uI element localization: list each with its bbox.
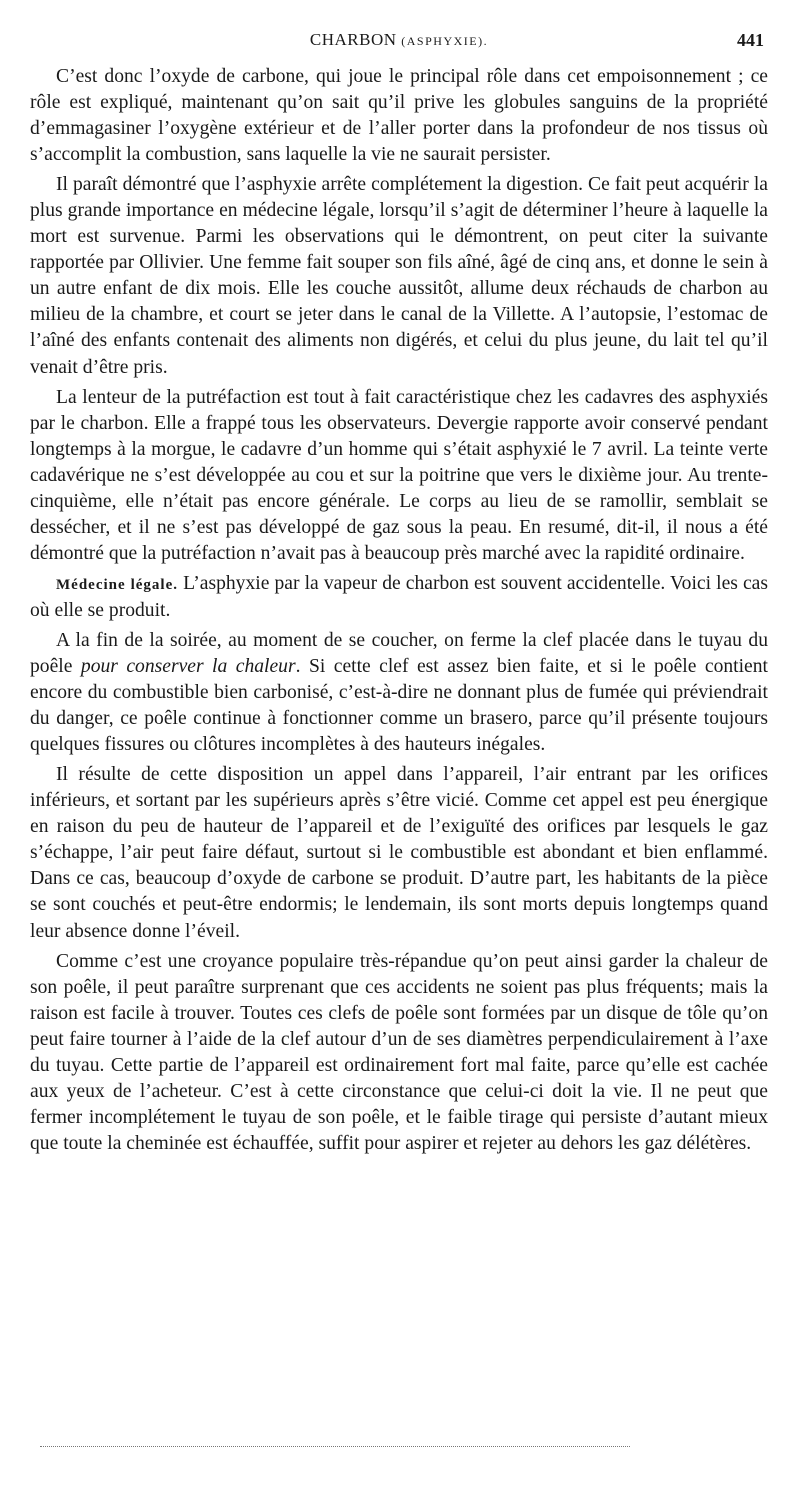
paragraph-4 <box>30 571 768 624</box>
paragraph-2: Il paraît démontré que l’asphyxie arrête complétement la digestion. Ce fait peut acquérir la plus grande importance en médecine légale, lorsqu’il s’agit de déterminer l’heure à laquelle la mort est survenue. Parmi les observations qui le démontrent, on peut citer la suivante rapportée par Ollivier. Une femme fait souper son fils aîné, âgé de cinq ans, et donne le sein à un autre enfant de dix mois. Elle les couche aussitôt, allume deux réchauds de charbon au milieu de la chambre, et court se jeter dans le canal de la Villette. A l’autopsie, l’estomac de l’aîné des enfants contenait des aliments non digérés, et celui du plus jeune, du lait tel qu’il venait d’être pris. <box>30 174 768 378</box>
bottom-dotted-rule <box>40 1446 630 1447</box>
paragraph-5-italic: pour conserver la chaleur <box>80 656 296 678</box>
paragraph-4-text: L’asphyxie par la vapeur de charbon est souvent accidentelle. Voici les cas où elle se produit. <box>30 572 768 621</box>
paragraph-5 <box>30 628 768 758</box>
paragraph-5-text-after: . Si cette clef est assez bien faite, et si le poêle contient encore du combustible bien carbonisé, c’est-à-dire ne donnant plus de fumée qui préviendrait du danger, ce poêle continue à fonctionner comme un brasero, parce qu’il présente toujours quelques fissures ou clôtures incomplètes à des hauteurs inégales. <box>30 656 768 756</box>
paragraph-1: C’est donc l’oxyde de carbone, qui joue le principal rôle dans cet empoisonnement ; ce rôle est expliqué, maintenant qu’on sait qu’il prive les globules sanguins de la propriété d’emmagasiner l’oxygène extérieur et de l’aller porter dans la profondeur de nos tissus où s’accomplit la combustion, sans laquelle la vie ne saurait persister. <box>30 66 768 166</box>
running-head <box>30 30 768 50</box>
paragraph-5-text-before: A la fin de la soirée, au moment de se coucher, on ferme la clef placée dans le tuyau du poêle <box>30 629 768 678</box>
page-header <box>30 30 768 58</box>
paragraph-6: Il résulte de cette disposition un appel dans l’appareil, l’air entrant par les orifices inférieurs, et sortant par les supérieurs après s’être vicié. Comme cet appel est peu énergique en raison du peu de hauteur de l’appareil et de l’exiguïté des orifices par lesquels le gaz s’échappe, l’air peut faire défaut, surtout si le combustible est abondant et bien enflammé. Dans ce cas, beaucoup d’oxyde de carbone se produit. D’autre part, les habitants de la pièce se sont couchés et peut-être endormis; le lendemain, ils sont morts depuis longtemps quand leur absence donne l’éveil. <box>30 764 768 942</box>
body-text <box>30 64 768 1157</box>
page-number: 441 <box>737 30 764 50</box>
paragraph-3: La lenteur de la putréfaction est tout à fait caractéristique chez les cadavres des asphyxiés par le charbon. Elle a frappé tous les observateurs. Devergie rapporte avoir conservé pendant longtemps à la morgue, le cadavre d’un homme qui s’était asphyxié le 7 avril. La teinte verte cadavérique ne s’est développée au cou et sur la poitrine que vers le dixième jour. Au trente-cinquième, elle n’était pas encore générale. Le corps au lieu de se ramollir, semblait se dessécher, et il ne s’est pas développé de gaz sous la peau. En resumé, dit-il, il nous a été démontré que la putréfaction n’avait pas à beaucoup près marché avec la rapidité ordinaire. <box>30 386 768 564</box>
section-lead-medecine-legale: Médecine légale. <box>56 576 178 593</box>
running-head-subtitle: (ASPHYXIE). <box>401 34 489 48</box>
page <box>30 0 768 1486</box>
running-head-title: CHARBON <box>309 30 397 49</box>
paragraph-7: Comme c’est une croyance populaire très-répandue qu’on peut ainsi garder la chaleur de son poêle, il peut paraître surprenant que ces accidents ne soient pas plus fréquents; mais la raison est facile à trouver. Toutes ces clefs de poêle sont formées par un disque de tôle qu’on peut faire tourner à l’aide de la clef autour d’un de ses diamètres perpendiculairement à l’axe du tuyau. Cette partie de l’appareil est ordinairement fort mal faite, parce qu’elle est cachée aux yeux de l’acheteur. C’est à cette circonstance que celui-ci doit la vie. Il ne peut que fermer incomplétement le tuyau de son poêle, et le faible tirage qui persiste d’autant mieux que toute la cheminée est échauffée, suffit pour aspirer et rejeter au dehors les gaz délétères. <box>30 950 768 1154</box>
